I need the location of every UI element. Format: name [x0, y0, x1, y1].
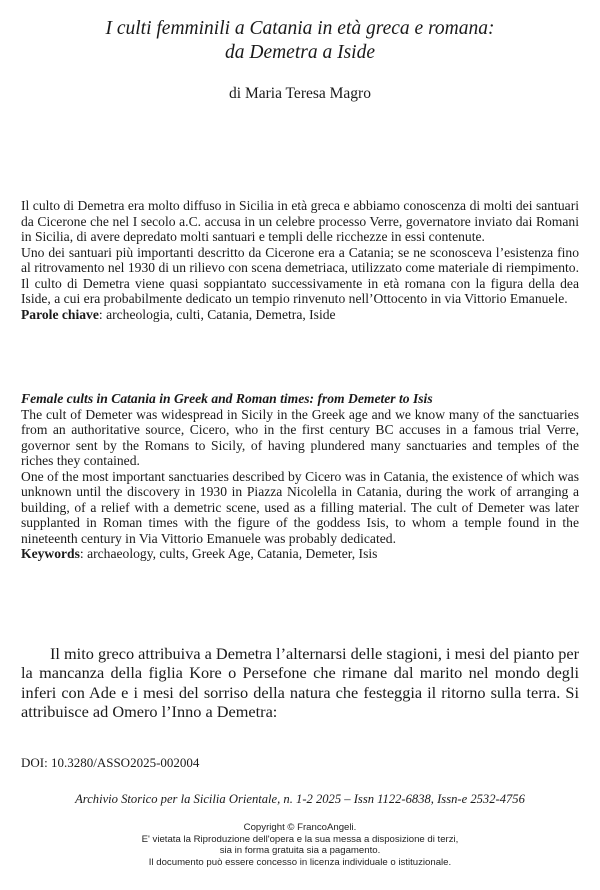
copyright-line-3: sia in forma gratuita sia a pagamento. [219, 845, 381, 857]
journal-citation: Archivio Storico per la Sicilia Orientale, n. 1-2 2025 – Issn 1122-6838, Issn-e 2532-4756 [75, 792, 525, 806]
copyright-line-2: E' vietata la Riproduzione dell'opera e la sua messa a disposizione di terzi, [141, 833, 459, 845]
keywords-list-it: : archeologia, culti, Catania, Demetra, Iside [98, 306, 336, 322]
abstract-it-keywords [21, 307, 579, 323]
keywords-label-it: Parole chiave [21, 306, 99, 322]
title-line-1: I culti femminili a Catania in età greca e romana: [105, 18, 495, 39]
keywords-label-en: Keywords [21, 546, 80, 561]
abstract-en-keywords [21, 546, 579, 562]
copyright-line-4: Il documento può essere concesso in licenza individuale o istituzionale. [148, 856, 452, 868]
keywords-list-en: : archaeology, cults, Greek Age, Catania, Demeter, Isis [79, 546, 378, 561]
body-paragraph: Il mito greco attribuiva a Demetra l’alternarsi delle stagioni, i mesi del pianto per la mancanza della figlia Kore o Persefone che rimane dal marito nel mondo degli inferi con Ade e i mesi del sorriso della natura che festeggia il ritorno sulla terra. Si attribuisce ad Omero l’Inno a Demetra: [21, 644, 579, 722]
copyright-line-1: Copyright © FrancoAngeli. [243, 822, 357, 833]
copyright-notice [0, 822, 600, 868]
abstract-it-paragraph-2: Uno dei santuari più importanti descritto da Cicerone era a Catania; se ne sconosceva l’esistenza fino al ritrovamento nel 1930 di un rilievo con scena demetriaca, utilizzato come materiale di riempimento. Il culto di Demetra viene quasi soppiantato successivamente in età romana con la figura della dea Iside, a cui era probabilmente dedicato un tempio rinvenuto nell’Ottocento in via Vittorio Emanuele. [21, 244, 579, 306]
title-line-2: da Demetra a Iside [224, 42, 375, 63]
doi-line: DOI: 10.3280/ASSO2025-002004 [21, 755, 200, 770]
abstract-en-heading: Female cults in Catania in Greek and Roman times: from Demeter to Isis [21, 391, 433, 406]
abstract-it-paragraph-1: Il culto di Demetra era molto diffuso in Sicilia in età greca e abbiamo conoscenza di molti dei santuari da Cicerone che nel I secolo a.C. accusa in un celebre processo Verre, governatore inviato dai Romani in Sicilia, di avere depredato molti santuari e templi delle ricchezze in essi contenute. [21, 198, 579, 244]
article-title [0, 17, 600, 65]
author-byline: di Maria Teresa Magro [229, 85, 371, 102]
abstract-english [21, 391, 579, 562]
abstract-italian [21, 198, 579, 322]
abstract-en-paragraph-2: One of the most important sanctuaries described by Cicero was in Catania, the existence of which was unknown until the discovery in 1930 in Piazza Nicolella in Catania, during the work of arranging a building, of a relief with a demetric scene, used as a filling material. The cult of Demeter was later supplanted in Roman times with the figure of the goddess Isis, to whom a temple found in the nineteenth century in Via Vittorio Emanuele was probably dedicated. [21, 468, 579, 546]
abstract-en-paragraph-1: The cult of Demeter was widespread in Sicily in the Greek age and we know many of the sanctuaries from an authoritative source, Cicero, who in the first century BC accuses in a famous trial Verre, governor sent by the Romans to Sicily, of having plundered many sanctuaries and temples of the riches they contained. [21, 406, 579, 468]
